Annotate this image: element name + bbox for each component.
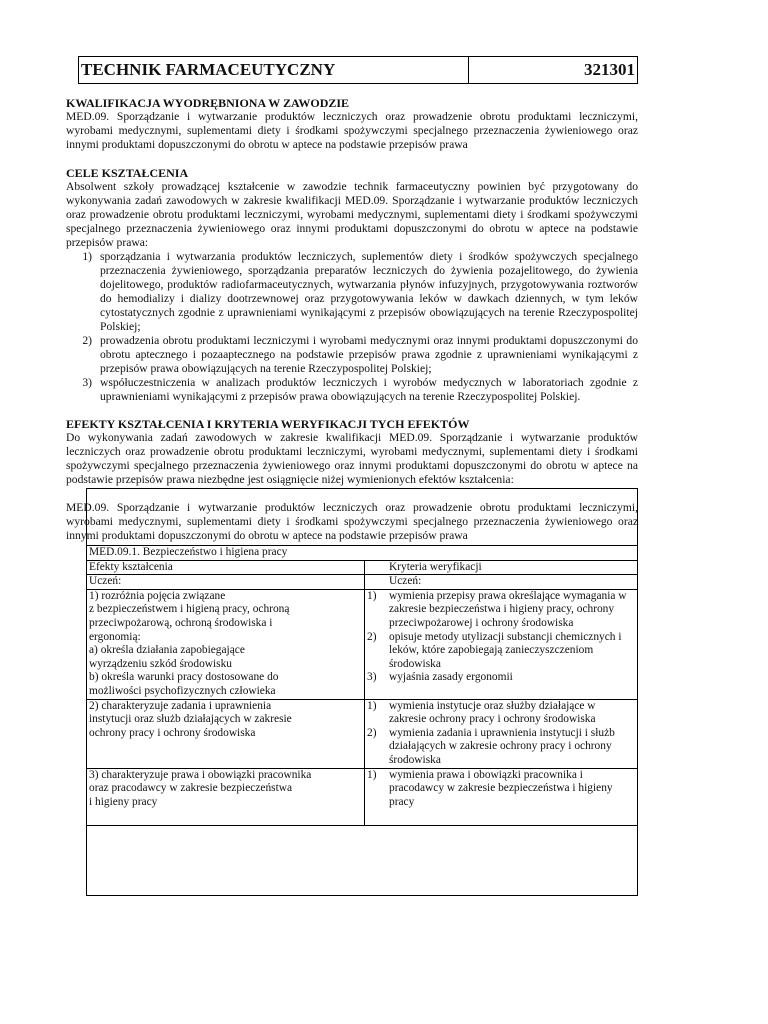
table-row [87, 589, 638, 699]
effect-line: wyrządzeniu szkód środowisku [89, 657, 232, 670]
effect-line: przeciwpożarową, ochroną środowiska i [89, 616, 273, 629]
table-row [87, 546, 638, 561]
col-header-effects: Efekty kształcenia [87, 560, 365, 575]
criterion-number: 1) [367, 699, 377, 712]
criterion-item [367, 671, 635, 685]
student-label-right: Uczeń: [389, 575, 422, 588]
effect-line: a) określa działania zapobiegające [89, 644, 245, 657]
effect-line: z bezpieczeństwem i higieną pracy, ochroną [89, 603, 290, 616]
effects-section [66, 417, 638, 487]
effect-line: oraz pracodawcy w zakresie bezpieczeństwa [89, 782, 293, 795]
criterion-number: 1) [367, 768, 377, 781]
criterion-text: wymienia instytucje oraz służby działające w zakresie ochrony pracy i ochrony środowiska [389, 699, 596, 726]
criterion-text: wymienia zadania i uprawnienia instytucji i służb działających w zakresie ochrony pracy i ochrony środowiska [389, 726, 615, 766]
goal-number: 3) [82, 376, 92, 389]
profession-title: TECHNIK FARMACEUTYCZNY [79, 57, 469, 83]
profession-code: 321301 [584, 60, 635, 79]
effect-cell [87, 589, 365, 699]
criterion-number: 1) [367, 589, 377, 602]
effect-line: ergonomią: [89, 630, 141, 643]
criterion-item [367, 700, 635, 727]
criterion-text: opisuje metody utylizacji substancji chemicznych i leków, które zapobiegają zanieczyszczeniom środowiska [389, 630, 622, 670]
criterion-text: wymienia prawa i obowiązki pracownika i pracodawcy w zakresie bezpieczeństwa i higieny pracy [389, 768, 613, 808]
effects-table [86, 545, 638, 826]
criterion-number: 3) [367, 671, 377, 684]
criterion-item [367, 769, 635, 810]
effect-line: możliwości psychofizycznych człowieka [89, 684, 276, 697]
criterion-item [367, 631, 635, 672]
effects-heading: EFEKTY KSZTAŁCENIA I KRYTERIA WERYFIKACJI TYCH EFEKTÓW [66, 417, 470, 431]
criterion-text: wymienia przepisy prawa określające wymagania w zakresie bezpieczeństwa i higieny pracy, ochrony przeciwpożarowej i ochrony środowiska [389, 589, 627, 629]
effect-cell [87, 768, 365, 825]
effect-line: b) określa warunki pracy dostosowane do [89, 671, 279, 684]
col-header-criteria [365, 560, 638, 575]
criterion-item [367, 727, 635, 768]
effect-line: 1) rozróżnia pojęcia związane [89, 589, 226, 602]
table-row [87, 699, 638, 768]
criterion-text: wyjaśnia zasady ergonomii [389, 671, 513, 684]
goals-section [66, 166, 638, 404]
goals-intro: Absolwent szkoły prowadzącej kształcenie w zawodzie technik farmaceutyczny powinien być przygotowany do wykonywania zadań zawodowych w zakresie kwalifikacji MED.09. Sporządzanie i wytwarzanie produktów leczniczych oraz prowadzenie obrotu produktami leczniczymi, wyrobami medycznymi, suplementami diety i środkami spożywczymi specjalnego przeznaczenia żywieniowego oraz innymi produktami dopuszczonymi do obrotu w aptece na podstawie przepisów prawa: [66, 180, 638, 249]
student-label-left: Uczeń: [87, 575, 365, 590]
criterion-number: 2) [367, 726, 377, 739]
effect-line: ochrony pracy i ochrony środowiska [89, 726, 256, 739]
effect-line: instytucji oraz służb działających w zakresie [89, 713, 292, 726]
effect-line: 2) charakteryzuje zadania i uprawnienia [89, 699, 272, 712]
criteria-cell [365, 768, 638, 825]
effect-line: i higieny pracy [89, 795, 158, 808]
goal-number: 1) [82, 250, 92, 263]
qualification-repeat: MED.09. Sporządzanie i wytwarzanie produktów leczniczych oraz prowadzenie obrotu produktami leczniczymi, wyrobami medycznymi, suplementami diety i środkami spożywczymi specjalnego przeznaczenia żywieniowego oraz innymi produktami dopuszczonymi do obrotu w aptece na podstawie przepisów prawa [66, 501, 638, 542]
criteria-cell [365, 589, 638, 699]
goal-item [66, 376, 638, 404]
effect-line: 3) charakteryzuje prawa i obowiązki pracownika [89, 768, 312, 781]
criteria-cell [365, 699, 638, 768]
criterion-number: 2) [367, 630, 377, 643]
table-row [87, 575, 638, 590]
qualification-text: MED.09. Sporządzanie i wytwarzanie produktów leczniczych oraz prowadzenie obrotu produktami leczniczymi, wyrobami medycznymi, suplementami diety i środkami spożywczymi specjalnego przeznaczenia żywieniowego oraz innymi produktami dopuszczonymi do obrotu w aptece na podstawie przepisów prawa [66, 110, 638, 151]
goal-text: prowadzenia obrotu produktami leczniczymi i wyrobami medycznymi oraz innymi produktami dopuszczonymi do obrotu aptecznego i pozaaptecznego na podstawie przepisów prawa zgodnie z uprawnieniami wynikającymi z przepisów prawa obowiązujących na terenie Rzeczypospolitej Polskiej; [100, 334, 638, 375]
goals-heading: CELE KSZTAŁCENIA [66, 166, 189, 180]
goal-item [66, 334, 638, 376]
criterion-item [367, 590, 635, 631]
unit-title: MED.09.1. Bezpieczeństwo i higiena pracy [87, 546, 638, 561]
effects-intro: Do wykonywania zadań zawodowych w zakresie kwalifikacji MED.09. Sporządzanie i wytwarzanie produktów leczniczych oraz prowadzenie obrotu produktami leczniczymi, wyrobami medycznymi, suplementami diety i środkami spożywczymi specjalnego przeznaczenia żywieniowego oraz innymi produktami dopuszczonymi do obrotu w aptece na podstawie przepisów prawa niezbędne jest osiągnięcie niżej wymienionych efektów kształcenia: [66, 431, 638, 486]
col-header-criteria-label: Kryteria weryfikacji [389, 560, 482, 573]
goal-number: 2) [82, 334, 92, 347]
goal-text: współuczestniczenia w analizach produktów leczniczych i wyrobów medycznych w laboratoriach zgodnie z uprawnieniami wynikającymi z przepisów prawa obowiązujących na terenie Rzeczypospolitej Polskiej. [100, 376, 638, 403]
goal-item [66, 250, 638, 334]
qualification-heading: KWALIFIKACJA WYODRĘBNIONA W ZAWODZIE [66, 96, 350, 110]
goal-text: sporządzania i wytwarzania produktów leczniczych, suplementów diety i środków spożywczych specjalnego przeznaczenia żywieniowego, sporządzania preparatów leczniczych do żywienia pozajelitowego, do żywienia dojelitowego, produktów radiofarmaceutycznych, wytwarzania płynów infuzyjnych, przygotowywania roztworów do hemodializy i dializy dootrzewnowej oraz przygotowywania leków w dawkach dziennych, w tym leków cytostatycznych zgodnie z uprawnieniami wynikającymi z przepisów obowiązujących na terenie Rzeczypospolitej Polskiej; [100, 250, 638, 333]
effect-cell [87, 699, 365, 768]
header-box [78, 56, 638, 84]
student-label-right-cell [365, 575, 638, 590]
table-row [87, 560, 638, 575]
qualification-section [66, 96, 638, 152]
table-row [87, 768, 638, 825]
